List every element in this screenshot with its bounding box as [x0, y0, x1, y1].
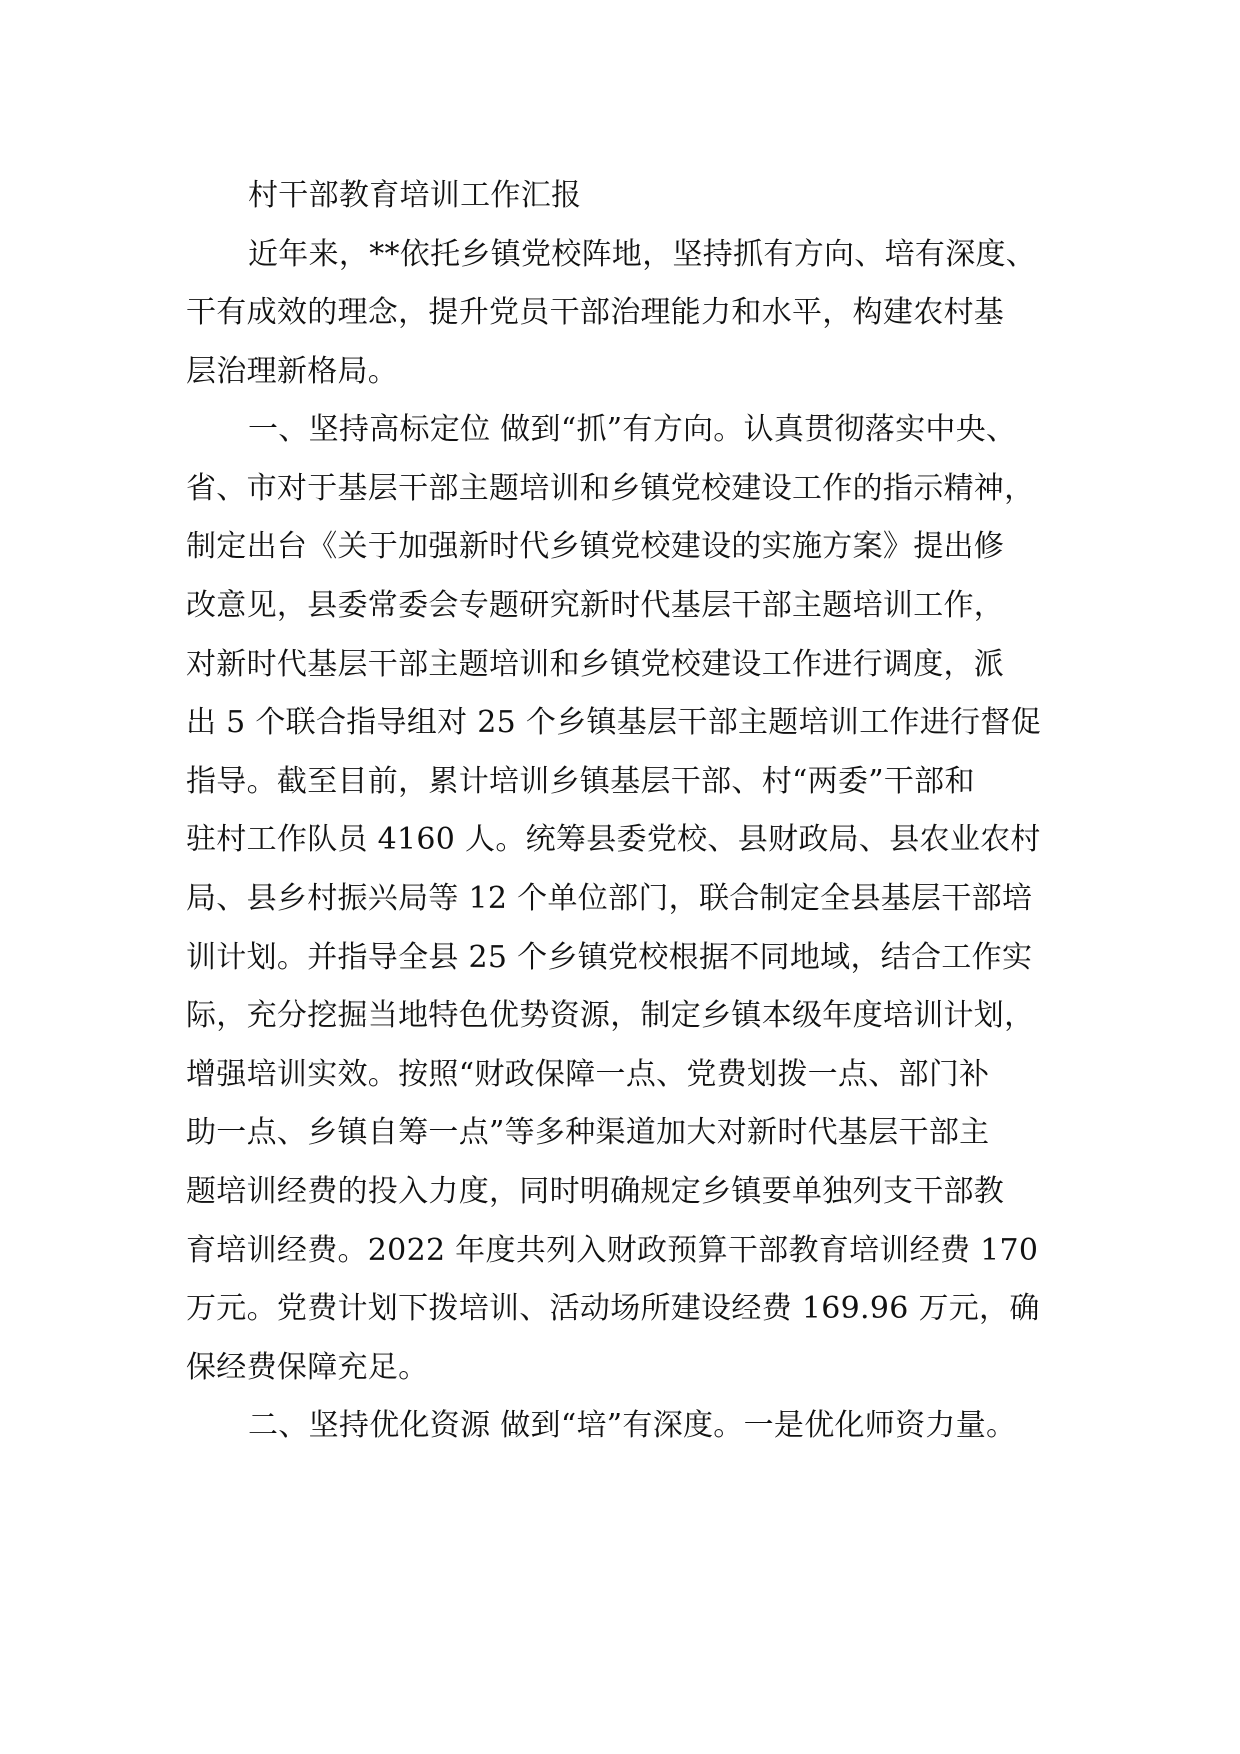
paragraph-line: 题培训经费的投入力度，同时明确规定乡镇要单独列支干部教: [186, 1174, 1005, 1209]
paragraph-line: 助一点、乡镇自筹一点”等多种渠道加大对新时代基层干部主: [186, 1115, 990, 1150]
paragraph-line: 近年来，**依托乡镇党校阵地，坚持抓有方向、培有深度、: [248, 237, 1037, 272]
paragraph-line: 对新时代基层干部主题培训和乡镇党校建设工作进行调度，派: [186, 647, 1005, 682]
paragraph-line: 增强培训实效。按照“财政保障一点、党费划拨一点、部门补: [186, 1057, 990, 1092]
paragraph-line: 改意见，县委常委会专题研究新时代基层干部主题培训工作，: [186, 588, 1005, 623]
paragraph-line: 育培训经费。2022 年度共列入财政预算干部教育培训经费 170: [186, 1233, 1039, 1268]
paragraph-line: 局、县乡村振兴局等 12 个单位部门，联合制定全县基层干部培: [186, 881, 1033, 916]
section-heading-line: 一、坚持高标定位 做到“抓”有方向。认真贯彻落实中央、: [248, 412, 1017, 447]
paragraph-line: 干有成效的理念，提升党员干部治理能力和水平，构建农村基: [186, 295, 1005, 330]
paragraph-line: 际，充分挖掘当地特色优势资源，制定乡镇本级年度培训计划，: [186, 998, 1035, 1033]
document-title: 村干部教育培训工作汇报: [248, 178, 582, 213]
paragraph-line: 制定出台《关于加强新时代乡镇党校建设的实施方案》提出修: [186, 529, 1005, 564]
paragraph-line: 省、市对于基层干部主题培训和乡镇党校建设工作的指示精神，: [186, 471, 1035, 506]
paragraph-line: 训计划。并指导全县 25 个乡镇党校根据不同地域，结合工作实: [186, 940, 1033, 975]
paragraph-line: 保经费保障充足。: [186, 1350, 429, 1385]
paragraph-line: 驻村工作队员 4160 人。统筹县委党校、县财政局、县农业农村: [186, 822, 1041, 857]
paragraph-line: 万元。党费计划下拨培训、活动场所建设经费 169.96 万元，确: [186, 1291, 1040, 1326]
section-heading-line: 二、坚持优化资源 做到“培”有深度。一是优化师资力量。: [248, 1408, 1017, 1443]
paragraph-line: 出 5 个联合指导组对 25 个乡镇基层干部主题培训工作进行督促: [186, 705, 1042, 740]
paragraph-line: 指导。截至目前，累计培训乡镇基层干部、村“两委”干部和: [186, 764, 975, 799]
paragraph-line: 层治理新格局。: [186, 354, 399, 389]
